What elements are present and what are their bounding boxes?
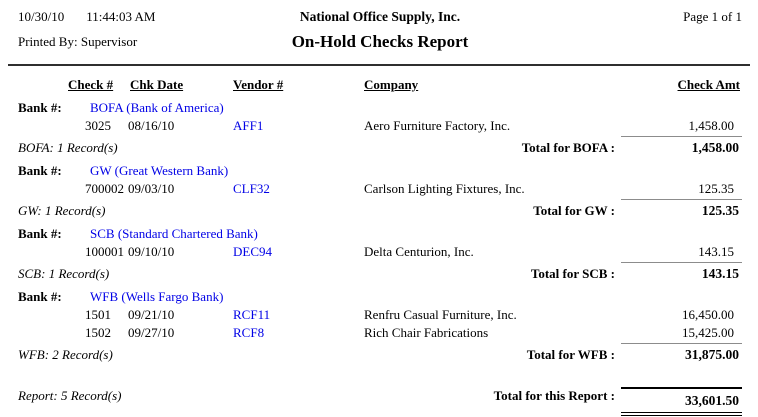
- column-header-company: Company: [364, 77, 419, 92]
- bank-total-label: Total for GW :: [533, 203, 615, 218]
- company-name: National Office Supply, Inc.: [299, 9, 461, 24]
- report-total-label: Total for this Report :: [493, 388, 615, 403]
- bank-section-gw: [0, 162, 758, 219]
- bank-name-link[interactable]: WFB (Wells Fargo Bank): [90, 289, 224, 304]
- page-number: Page 1 of 1: [683, 9, 742, 24]
- company-name-cell: Carlson Lighting Fixtures, Inc.: [364, 181, 525, 196]
- bank-summary-row: [0, 136, 758, 156]
- double-underline-rule: [621, 412, 742, 416]
- spacer-cell: [18, 243, 85, 260]
- printed-by: Printed By: Supervisor: [18, 34, 138, 49]
- column-header-vendor-no: Vendor #: [233, 77, 284, 92]
- check-row: [0, 306, 758, 323]
- bank-name-link[interactable]: BOFA (Bank of America): [90, 100, 224, 115]
- print-date: 10/30/10: [18, 9, 65, 24]
- bank-summary-row: [0, 343, 758, 363]
- check-date: 09/27/10: [128, 325, 175, 340]
- bank-number-label: Bank #:: [18, 226, 62, 241]
- bank-record-count: SCB: 1 Record(s): [18, 266, 110, 281]
- report-title: On-Hold Checks Report: [291, 32, 469, 51]
- check-amount: 143.15: [698, 244, 734, 259]
- check-amount: 15,425.00: [682, 325, 734, 340]
- vendor-number-link[interactable]: DEC94: [233, 244, 272, 259]
- column-header-check-amt: Check Amt: [677, 77, 740, 92]
- check-row: [0, 180, 758, 197]
- check-amount: 16,450.00: [682, 307, 734, 322]
- spacer-cell: [18, 306, 85, 323]
- spacer-cell: [18, 324, 85, 341]
- column-header-check-no: Check #: [68, 77, 114, 92]
- check-number: 1501: [85, 307, 111, 322]
- bank-header-row: [0, 99, 758, 116]
- company-name-cell: Aero Furniture Factory, Inc.: [364, 118, 511, 133]
- bank-number-label: Bank #:: [18, 289, 62, 304]
- report-record-count: Report: 5 Record(s): [18, 388, 122, 403]
- bank-number-label: Bank #:: [18, 163, 62, 178]
- bank-record-count: BOFA: 1 Record(s): [18, 140, 118, 155]
- report-total-amount-block: [621, 387, 742, 416]
- company-name-cell: Delta Centurion, Inc.: [364, 244, 474, 259]
- bank-number-label: Bank #:: [18, 100, 62, 115]
- header-right: [542, 8, 742, 52]
- column-header-chk-date: Chk Date: [130, 77, 184, 92]
- header-center: [218, 8, 542, 52]
- check-amount: 1,458.00: [688, 118, 734, 133]
- report-total-amount: 33,601.50: [621, 387, 742, 410]
- check-amount: 125.35: [698, 181, 734, 196]
- check-date: 08/16/10: [128, 118, 175, 133]
- bank-name-link[interactable]: GW (Great Western Bank): [90, 163, 229, 178]
- vendor-number-link[interactable]: RCF8: [233, 325, 265, 340]
- print-time: 11:44:03 AM: [86, 9, 156, 24]
- bank-total-amount: 143.15: [621, 262, 742, 282]
- bank-total-label: Total for BOFA :: [521, 140, 615, 155]
- vendor-number-link[interactable]: RCF11: [233, 307, 271, 322]
- report-header: [0, 0, 758, 52]
- report-total-row: [0, 387, 758, 416]
- check-number: 3025: [85, 118, 111, 133]
- company-name-cell: Rich Chair Fabrications: [364, 325, 489, 340]
- check-row: [0, 117, 758, 134]
- check-date: 09/03/10: [128, 181, 175, 196]
- bank-section-scb: [0, 225, 758, 282]
- bank-header-row: [0, 288, 758, 305]
- bank-section-bofa: [0, 99, 758, 156]
- bank-total-label: Total for SCB :: [530, 266, 615, 281]
- bank-header-row: [0, 162, 758, 179]
- vendor-number-link[interactable]: AFF1: [233, 118, 264, 133]
- check-date: 09/21/10: [128, 307, 175, 322]
- bank-header-row: [0, 225, 758, 242]
- bank-total-label: Total for WFB :: [526, 347, 615, 362]
- check-number: 1502: [85, 325, 111, 340]
- vendor-number-link[interactable]: CLF32: [233, 181, 270, 196]
- header-divider: [8, 64, 750, 66]
- check-number: 700002: [85, 181, 124, 196]
- bank-total-amount: 31,875.00: [621, 343, 742, 363]
- bank-total-amount: 1,458.00: [621, 136, 742, 156]
- bank-summary-row: [0, 262, 758, 282]
- spacer-cell: [18, 117, 85, 134]
- bank-section-wfb: [0, 288, 758, 363]
- column-headers: [0, 77, 758, 93]
- check-row: [0, 324, 758, 341]
- check-date: 09/10/10: [128, 244, 175, 259]
- header-left: [18, 8, 218, 52]
- check-number: 100001: [85, 244, 124, 259]
- check-row: [0, 243, 758, 260]
- company-name-cell: Renfru Casual Furniture, Inc.: [364, 307, 517, 322]
- bank-record-count: WFB: 2 Record(s): [18, 347, 113, 362]
- bank-total-amount: 125.35: [621, 199, 742, 219]
- bank-summary-row: [0, 199, 758, 219]
- bank-name-link[interactable]: SCB (Standard Chartered Bank): [90, 226, 258, 241]
- spacer-cell: [18, 180, 85, 197]
- bank-record-count: GW: 1 Record(s): [18, 203, 106, 218]
